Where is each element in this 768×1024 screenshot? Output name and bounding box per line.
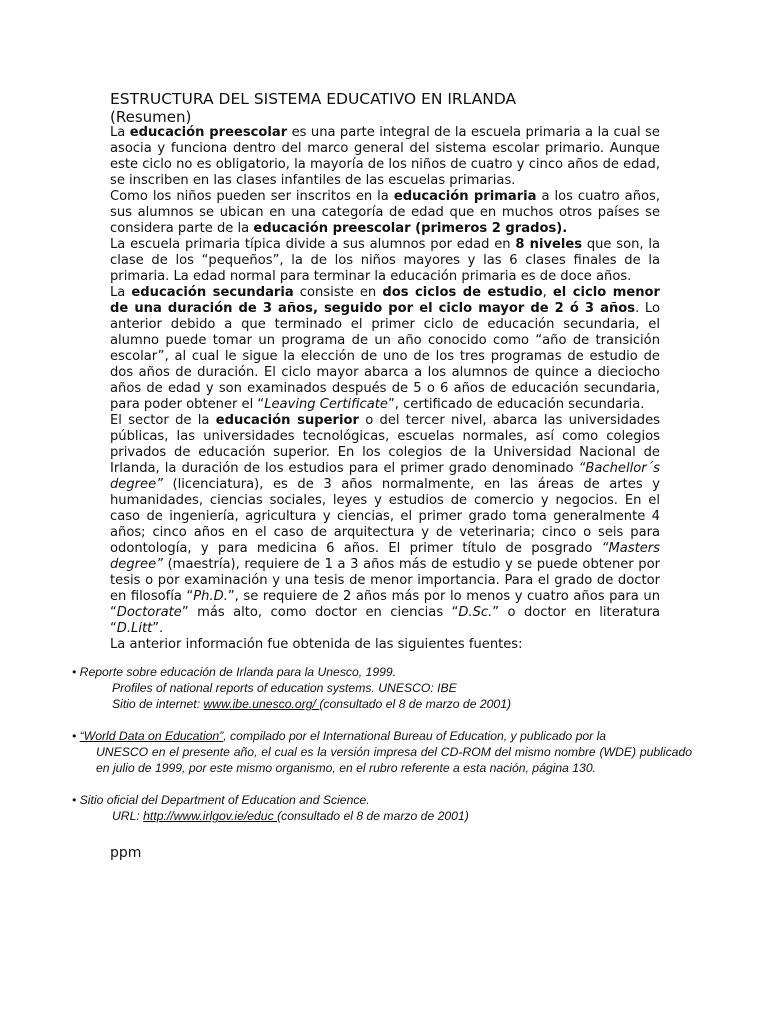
- paragraph-fuentes-intro: La anterior información fue obtenida de las siguientes fuentes:: [110, 637, 523, 652]
- source-url-line: Sitio de internet: www.ibe.unesco.org/ (consultado el 8 de marzo de 2001): [112, 697, 512, 711]
- source-title: • Sitio oficial del Department of Education and Science.: [72, 793, 370, 807]
- source-title: • Reporte sobre educación de Irlanda para la Unesco, 1999.: [72, 665, 397, 679]
- paragraph-primaria: Como los niños pueden ser inscritos en la educación primaria a los cuatro años, sus alumnos se ubican en una categoría de edad que en muchos otros países se considera parte de la educación preescolar (primeros 2 grados).: [110, 189, 660, 236]
- source-link[interactable]: www.ibe.unesco.org/: [203, 697, 320, 711]
- footer-initials: ppm: [110, 845, 142, 861]
- source-item: [72, 792, 692, 824]
- paragraph-secundaria: La educación secundaria consiste en dos ciclos de estudio, el ciclo menor de una duración de 3 años, seguido por el ciclo mayor de 2 ó 3 años. Lo anterior debido a que terminado el primer ciclo de educación secundaria, el alumno puede tomar un programa de un año conocido como “año de transición escolar”, al cual le sigue la elección de uno de los tres programas de estudio de dos años de duración. El ciclo mayor abarca a los alumnos de quince a dieciocho años de edad y son examinados después de 5 o 6 años de educación secundaria, para poder obtener el “Leaving Certificate”, certificado de educación secundaria.: [110, 285, 661, 412]
- document-title: ESTRUCTURA DEL SISTEMA EDUCATIVO EN IRLANDA: [110, 90, 517, 108]
- paragraph-superior: El sector de la educación superior o del tercer nivel, abarca las universidades públicas, las universidades tecnológicas, escuelas normales, así como colegios privados de educación superior. En los colegios de la Universidad Nacional de Irlanda, la duración de los estudios para el primer grado denominado “Bachellor´s degree” (licenciatura), es de 3 años normalmente, en las áreas de artes y humanidades, ciencias sociales, leyes y estudios de comercio y negocios. En el caso de ingeniería, agricultura y ciencias, el primer grado toma generalmente 4 años; cinco años en el caso de arquitectura y de veterinaria; cinco o seis para odontología, y para medicina 6 años. El primer título de posgrado “Masters degree” (maestría), requiere de 1 a 3 años más de estudio y se puede obtener por tesis o por examinación y una tesis de menor importancia. Para el grado de doctor en filosofía “Ph.D.”, se requiere de 2 años más por lo menos y cuatro años para un “Doctorate” más alto, como doctor en ciencias “D.Sc.” o doctor en literatura “D.Litt”.: [110, 413, 660, 636]
- source-item: [72, 664, 692, 712]
- sources-list: [72, 664, 692, 840]
- paragraph-niveles: La escuela primaria típica divide a sus alumnos por edad en 8 niveles que son, la clase de los “pequeños”, la de los niños mayores y las 6 clases finales de la primaria. La edad normal para terminar la educación primaria es de doce años.: [110, 237, 661, 284]
- source-url-line: URL: http://www.irlgov.ie/educ (consultado el 8 de marzo de 2001): [112, 809, 469, 823]
- paragraph-preescolar: La educación preescolar es una parte integral de la escuela primaria a la cual se asocia y funciona dentro del marco general del sistema escolar primario. Aunque este ciclo no es obligatorio, la mayoría de los niños de cuatro y cinco años de edad, se inscriben en las clases infantiles de las escuelas primarias.: [110, 125, 660, 188]
- source-link[interactable]: http://www.irlgov.ie/educ: [143, 809, 278, 823]
- source-detail: Profiles of national reports of education systems. UNESCO: IBE: [112, 681, 457, 695]
- document-body: [110, 125, 660, 653]
- source-title: • “World Data on Education”, compilado por el International Bureau of Education, y publicado por la: [72, 729, 607, 743]
- source-link[interactable]: “World Data on Education”: [79, 729, 224, 743]
- source-item: [72, 728, 692, 776]
- document-subtitle: (Resumen): [110, 108, 192, 126]
- source-detail: UNESCO en el presente año, el cual es la versión impresa del CD-ROM del mismo nombre (WDE) publicado en julio de 1999, por este mismo organismo, en el rubro referente a esta nación, página 130.: [96, 745, 692, 775]
